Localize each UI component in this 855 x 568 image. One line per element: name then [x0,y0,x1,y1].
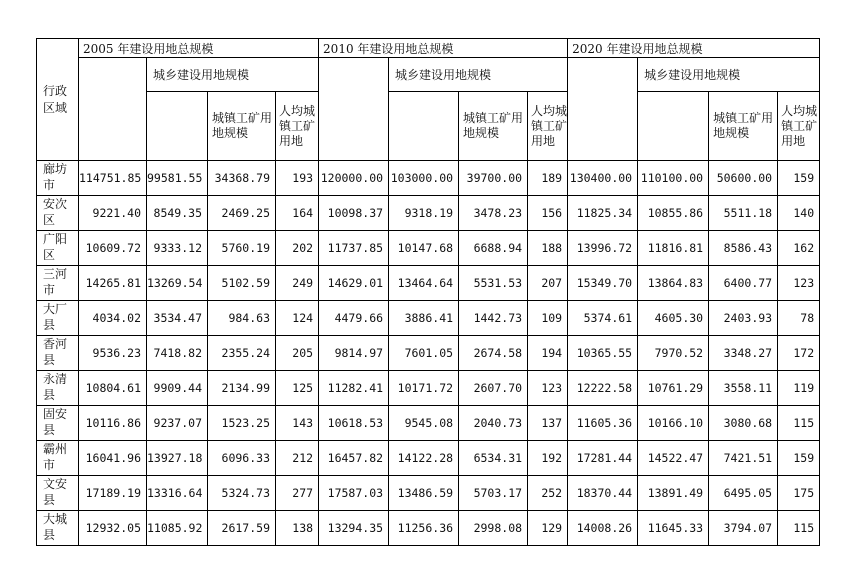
header-blank-ur-2020 [638,92,709,161]
per-capita-cell: 123 [528,371,568,406]
value-cell: 2998.08 [459,511,528,546]
value-cell: 12222.58 [568,371,638,406]
value-cell: 103000.00 [389,161,459,196]
value-cell: 15349.70 [568,266,638,301]
header-blank-2020 [568,58,638,161]
per-capita-cell: 123 [778,266,820,301]
per-capita-cell: 159 [778,441,820,476]
per-capita-cell: 115 [778,406,820,441]
region-name: 大城县 [37,511,79,546]
region-name: 香河县 [37,336,79,371]
value-cell: 1523.25 [208,406,276,441]
value-cell: 6400.77 [709,266,778,301]
header-town-mining-2005: 城镇工矿用地规模 [208,92,276,161]
value-cell: 10116.86 [79,406,147,441]
region-name: 广阳区 [37,231,79,266]
value-cell: 9545.08 [389,406,459,441]
value-cell: 9221.40 [79,196,147,231]
value-cell: 9909.44 [147,371,208,406]
table-row [37,231,820,266]
value-cell: 9536.23 [79,336,147,371]
value-cell: 18370.44 [568,476,638,511]
value-cell: 5760.19 [208,231,276,266]
table-row [37,476,820,511]
value-cell: 10609.72 [79,231,147,266]
value-cell: 6096.33 [208,441,276,476]
value-cell: 13996.72 [568,231,638,266]
table-body [37,161,820,546]
value-cell: 13464.64 [389,266,459,301]
header-urban-rural-2010: 城乡建设用地规模 [389,58,568,92]
header-per-capita-2005: 人均城镇工矿用地 [276,92,319,161]
per-capita-cell: 188 [528,231,568,266]
per-capita-cell: 109 [528,301,568,336]
region-name: 固安县 [37,406,79,441]
value-cell: 7970.52 [638,336,709,371]
value-cell: 3080.68 [709,406,778,441]
header-blank-2010 [319,58,389,161]
per-capita-cell: 189 [528,161,568,196]
value-cell: 12932.05 [79,511,147,546]
value-cell: 11256.36 [389,511,459,546]
value-cell: 3534.47 [147,301,208,336]
value-cell: 110100.00 [638,161,709,196]
per-capita-cell: 138 [276,511,319,546]
value-cell: 5511.18 [709,196,778,231]
table-row [37,161,820,196]
value-cell: 17281.44 [568,441,638,476]
value-cell: 11605.36 [568,406,638,441]
per-capita-cell: 205 [276,336,319,371]
per-capita-cell: 164 [276,196,319,231]
value-cell: 7601.05 [389,336,459,371]
per-capita-cell: 252 [528,476,568,511]
value-cell: 8549.35 [147,196,208,231]
value-cell: 7418.82 [147,336,208,371]
value-cell: 8586.43 [709,231,778,266]
value-cell: 10147.68 [389,231,459,266]
value-cell: 130400.00 [568,161,638,196]
header-total-2010: 2010 年建设用地总规模 [319,39,568,58]
value-cell: 11085.92 [147,511,208,546]
value-cell: 17189.19 [79,476,147,511]
header-blank-ur-2005 [147,92,208,161]
value-cell: 10804.61 [79,371,147,406]
per-capita-cell: 277 [276,476,319,511]
header-blank-ur-2010 [389,92,459,161]
table-row [37,371,820,406]
value-cell: 13316.64 [147,476,208,511]
per-capita-cell: 129 [528,511,568,546]
value-cell: 11825.34 [568,196,638,231]
value-cell: 10761.29 [638,371,709,406]
value-cell: 9318.19 [389,196,459,231]
value-cell: 10166.10 [638,406,709,441]
value-cell: 6534.31 [459,441,528,476]
value-cell: 10365.55 [568,336,638,371]
value-cell: 3478.23 [459,196,528,231]
header-total-2005: 2005 年建设用地总规模 [79,39,319,58]
value-cell: 13864.83 [638,266,709,301]
value-cell: 9814.97 [319,336,389,371]
value-cell: 9237.07 [147,406,208,441]
header-urban-rural-2005: 城乡建设用地规模 [147,58,319,92]
value-cell: 11645.33 [638,511,709,546]
value-cell: 50600.00 [709,161,778,196]
value-cell: 1442.73 [459,301,528,336]
value-cell: 34368.79 [208,161,276,196]
value-cell: 2674.58 [459,336,528,371]
value-cell: 7421.51 [709,441,778,476]
value-cell: 2040.73 [459,406,528,441]
value-cell: 2403.93 [709,301,778,336]
header-town-mining-2010: 城镇工矿用地规模 [459,92,528,161]
value-cell: 2134.99 [208,371,276,406]
value-cell: 3558.11 [709,371,778,406]
per-capita-cell: 124 [276,301,319,336]
table-row [37,336,820,371]
value-cell: 6495.05 [709,476,778,511]
value-cell: 14522.47 [638,441,709,476]
table-row [37,406,820,441]
value-cell: 4034.02 [79,301,147,336]
per-capita-cell: 143 [276,406,319,441]
value-cell: 4605.30 [638,301,709,336]
per-capita-cell: 115 [778,511,820,546]
value-cell: 984.63 [208,301,276,336]
per-capita-cell: 162 [778,231,820,266]
value-cell: 5703.17 [459,476,528,511]
value-cell: 13486.59 [389,476,459,511]
region-name: 廊坊市 [37,161,79,196]
value-cell: 13269.54 [147,266,208,301]
per-capita-cell: 249 [276,266,319,301]
value-cell: 3794.07 [709,511,778,546]
region-name: 大厂县 [37,301,79,336]
per-capita-cell: 78 [778,301,820,336]
value-cell: 99581.55 [147,161,208,196]
per-capita-cell: 193 [276,161,319,196]
value-cell: 39700.00 [459,161,528,196]
value-cell: 11737.85 [319,231,389,266]
value-cell: 13891.49 [638,476,709,511]
land-use-table [36,38,820,546]
header-urban-rural-2020: 城乡建设用地规模 [638,58,820,92]
value-cell: 11816.81 [638,231,709,266]
table-row [37,511,820,546]
per-capita-cell: 159 [778,161,820,196]
table-row [37,301,820,336]
value-cell: 5374.61 [568,301,638,336]
value-cell: 10855.86 [638,196,709,231]
value-cell: 2355.24 [208,336,276,371]
value-cell: 2607.70 [459,371,528,406]
per-capita-cell: 172 [778,336,820,371]
region-name: 三河市 [37,266,79,301]
value-cell: 14008.26 [568,511,638,546]
region-name: 霸州市 [37,441,79,476]
value-cell: 16041.96 [79,441,147,476]
value-cell: 114751.85 [79,161,147,196]
value-cell: 2469.25 [208,196,276,231]
header-total-2020: 2020 年建设用地总规模 [568,39,820,58]
header-blank-2005 [79,58,147,161]
per-capita-cell: 207 [528,266,568,301]
value-cell: 14122.28 [389,441,459,476]
value-cell: 10171.72 [389,371,459,406]
value-cell: 120000.00 [319,161,389,196]
value-cell: 13927.18 [147,441,208,476]
region-name: 安次区 [37,196,79,231]
per-capita-cell: 137 [528,406,568,441]
per-capita-cell: 202 [276,231,319,266]
per-capita-cell: 140 [778,196,820,231]
header-region: 行政区域 [37,39,79,161]
value-cell: 3348.27 [709,336,778,371]
per-capita-cell: 212 [276,441,319,476]
value-cell: 17587.03 [319,476,389,511]
region-name: 永清县 [37,371,79,406]
per-capita-cell: 192 [528,441,568,476]
value-cell: 5324.73 [208,476,276,511]
value-cell: 14629.01 [319,266,389,301]
value-cell: 5102.59 [208,266,276,301]
value-cell: 13294.35 [319,511,389,546]
value-cell: 14265.81 [79,266,147,301]
header-per-capita-2010: 人均城镇工矿用地 [528,92,568,161]
value-cell: 10098.37 [319,196,389,231]
value-cell: 6688.94 [459,231,528,266]
per-capita-cell: 119 [778,371,820,406]
per-capita-cell: 125 [276,371,319,406]
table-row [37,266,820,301]
region-name: 文安县 [37,476,79,511]
header-town-mining-2020: 城镇工矿用地规模 [709,92,778,161]
value-cell: 9333.12 [147,231,208,266]
table-row [37,196,820,231]
per-capita-cell: 156 [528,196,568,231]
value-cell: 11282.41 [319,371,389,406]
header-per-capita-2020: 人均城镇工矿用地 [778,92,820,161]
value-cell: 5531.53 [459,266,528,301]
value-cell: 3886.41 [389,301,459,336]
per-capita-cell: 194 [528,336,568,371]
value-cell: 16457.82 [319,441,389,476]
table-row [37,441,820,476]
per-capita-cell: 175 [778,476,820,511]
value-cell: 2617.59 [208,511,276,546]
value-cell: 10618.53 [319,406,389,441]
value-cell: 4479.66 [319,301,389,336]
